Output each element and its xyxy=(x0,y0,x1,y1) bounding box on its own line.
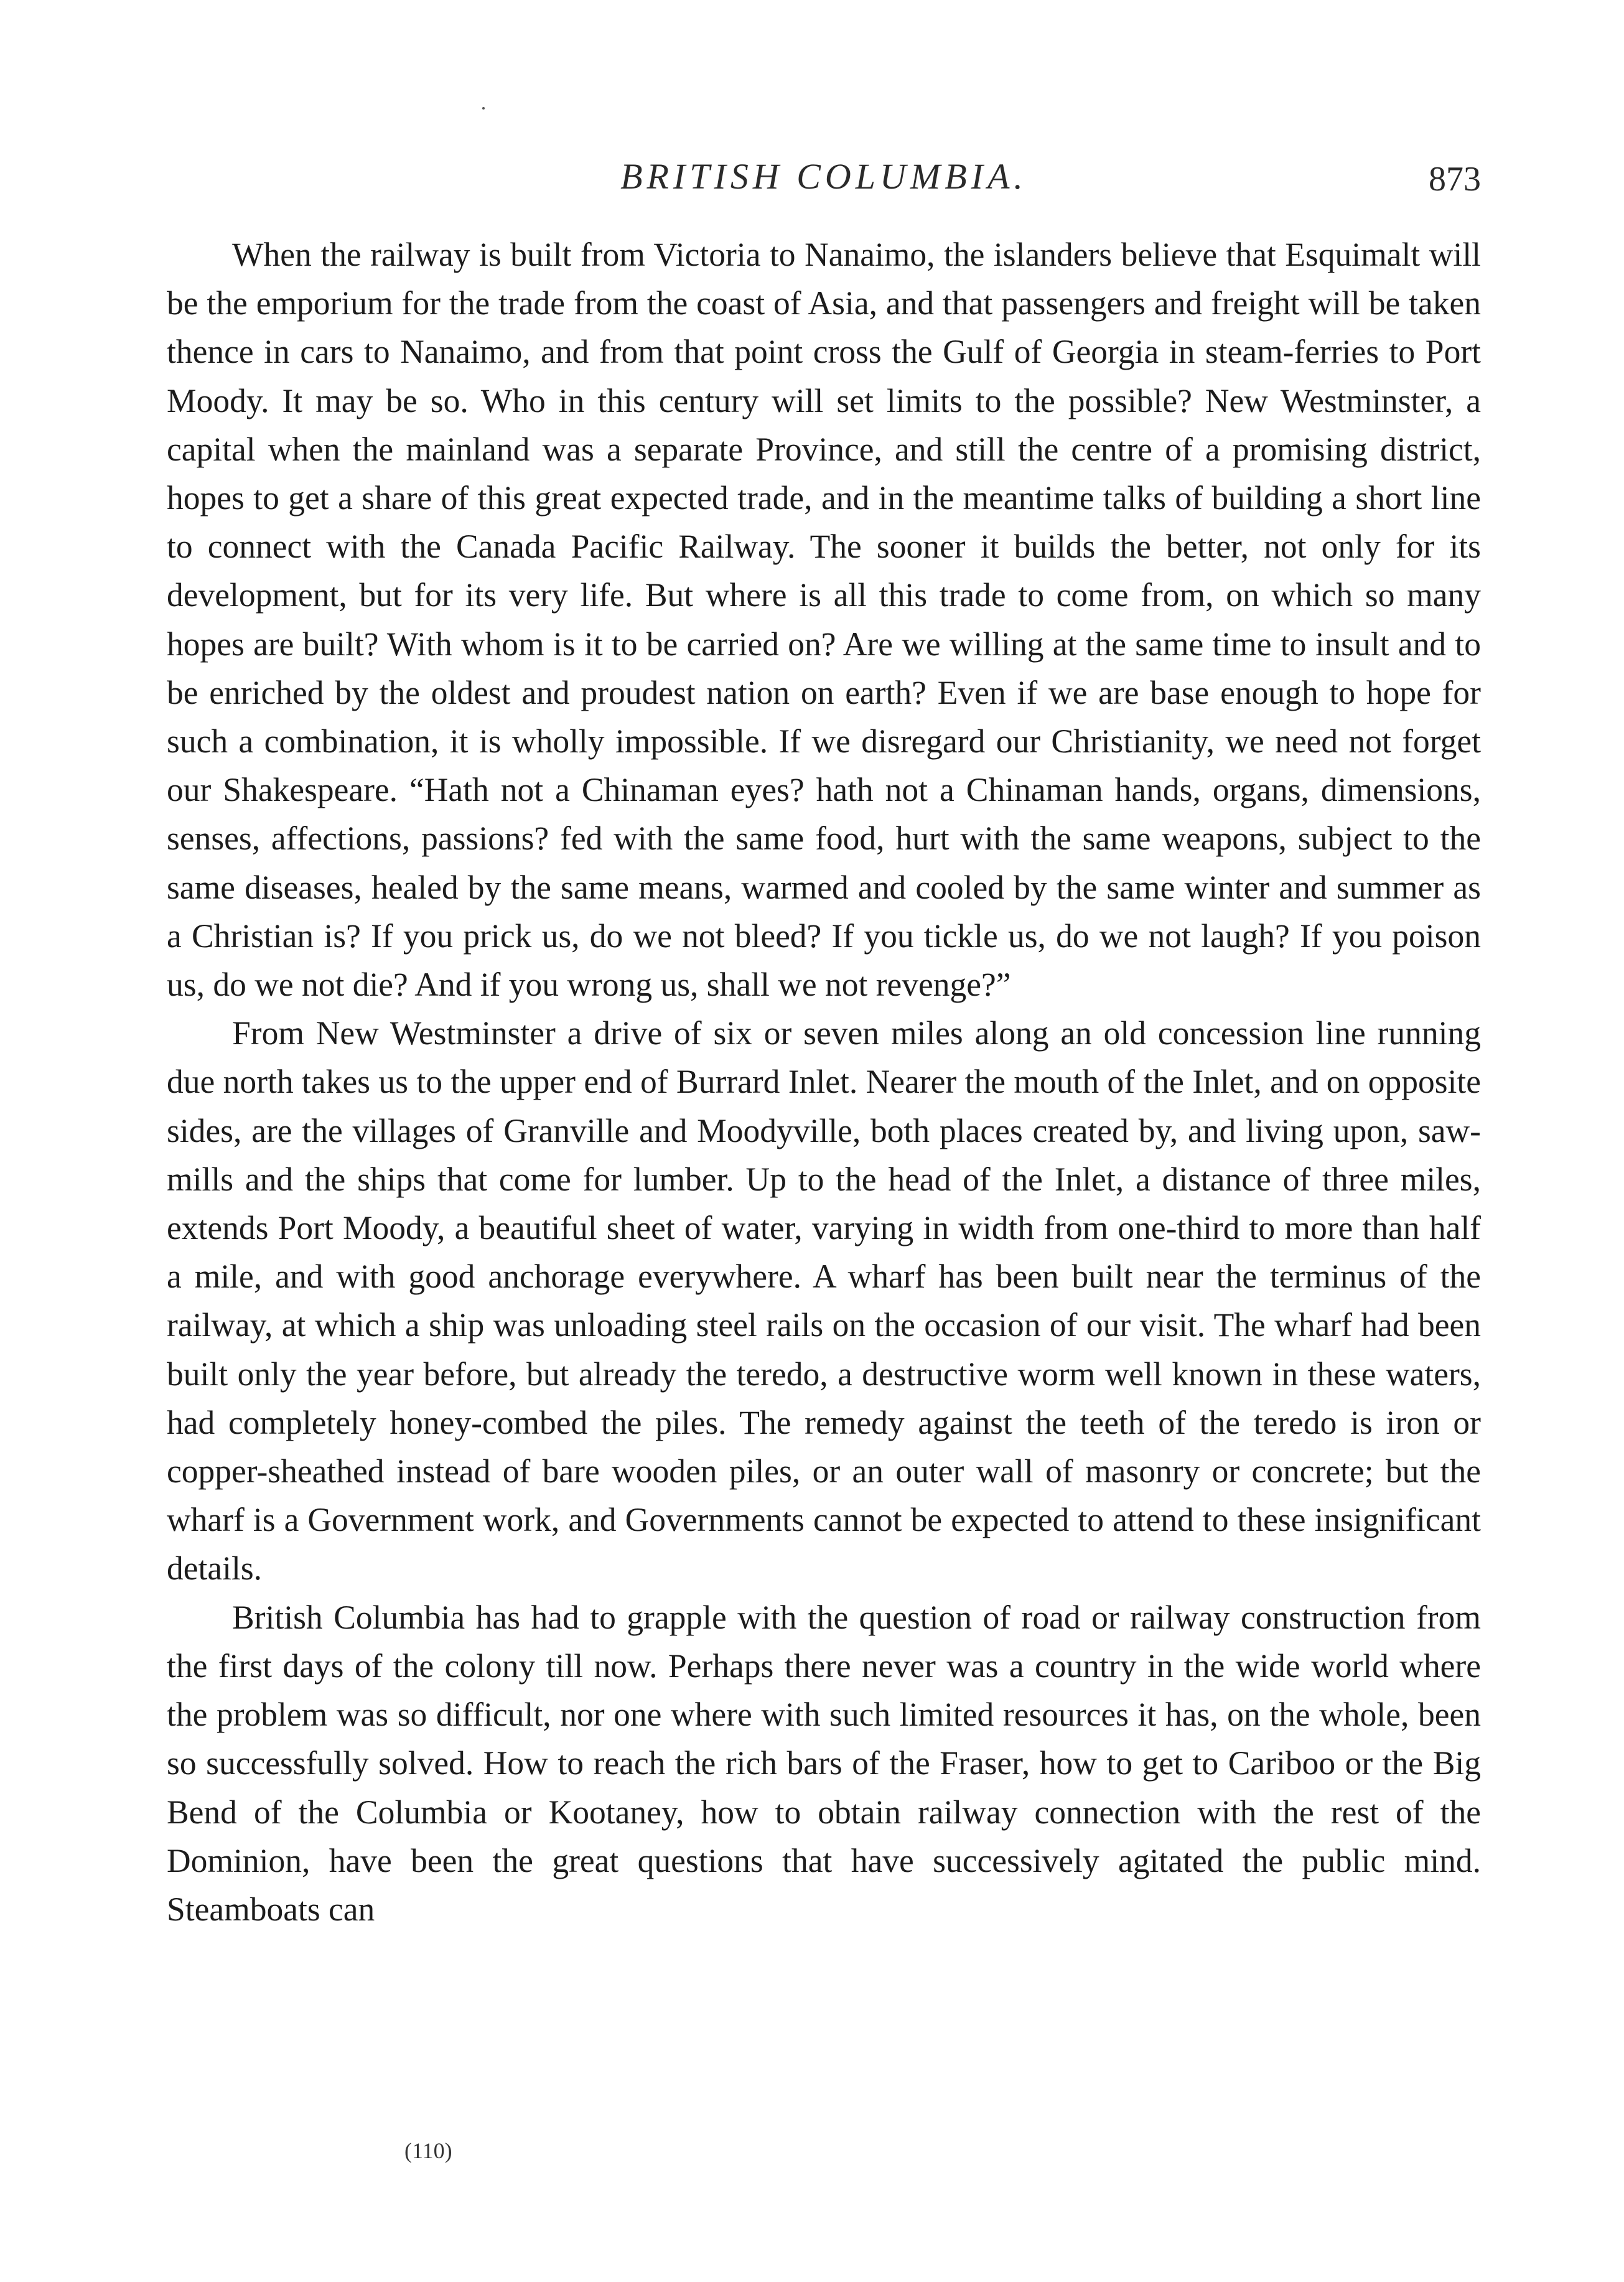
page-header xyxy=(167,156,1481,212)
signature-mark: (110) xyxy=(404,2138,452,2163)
body-text xyxy=(167,230,1481,1934)
paragraph-burrard-inlet: From New Westminster a drive of six or seven miles along an old concession line running due north takes us to the upper end of Burrard Inlet. Nearer the mouth of the Inlet, and on opposite sides, are the villages of Granville and Moodyville, both places created by, and living upon, saw-mills and the ships that come for lumber. Up to the head of the Inlet, a distance of three miles, extends Port Moody, a beautiful sheet of water, varying in width from one-third to more than half a mile, and with good anchorage everywhere. A wharf has been built near the terminus of the railway, at which a ship was unloading steel rails on the occasion of our visit. The wharf had been built only the year before, but already the teredo, a destructive worm well known in these waters, had completely honey-combed the piles. The remedy against the teeth of the teredo is iron or copper-sheathed instead of bare wooden piles, or an outer wall of masonry or concrete; but the wharf is a Government work, and Governments cannot be expected to attend to these insignificant details. xyxy=(167,1014,1481,1588)
running-title: BRITISH COLUMBIA. xyxy=(620,156,1027,197)
page-number: 873 xyxy=(1429,160,1481,199)
print-speck xyxy=(482,107,485,110)
paragraph-chinese-trade: When the railway is built from Victoria to Nanaimo, the islanders believe that Esquimalt will be the emporium for the trade from the coast of Asia, and that passengers and freight will be taken thence in cars to Nanaimo, and from that point cross the Gulf of Georgia in steam-ferries to Port Moody. It may be so. Who in this century will set limits to the possible? New Westminster, a capital when the mainland was a separate Province, and still the centre of a promising district, hopes to get a share of this great expected trade, and in the meantime talks of building a short line to connect with the Canada Pacific Railway. The sooner it builds the better, not only for its development, but for its very life. But where is all this trade to come from, on which so many hopes are built? With whom is it to be carried on? Are we willing at the same time to insult and to be enriched by the oldest and proudest nation on earth? Even if we are base enough to hope for such a combination, it is wholly impossible. If we disregard our Christianity, we need not forget our Shakespeare. “Hath not a Chinaman eyes? hath not a Chinaman hands, organs, dimensions, senses, affections, passions? fed with the same food, hurt with the same weapons, subject to the same diseases, healed by the same means, warmed and cooled by the same winter and summer as a Christian is? If you prick us, do we not bleed? If you tickle us, do we not laugh? If you poison us, do we not die? And if you wrong us, shall we not revenge?” xyxy=(167,236,1481,1004)
paragraph-road-construction: British Columbia has had to grapple with the question of road or railway construction from the first days of the colony till now. Perhaps there never was a country in the wide world where the problem was so difficult, nor one where with such limited resources it has, on the whole, been so successfully solved. How to reach the rich bars of the Fraser, how to get to Cariboo or the Big Bend of the Columbia or Kootaney, how to obtain railway connection with the rest of the Dominion, have been the great questions that have successively agitated the public mind. Steamboats can xyxy=(167,1598,1481,1928)
